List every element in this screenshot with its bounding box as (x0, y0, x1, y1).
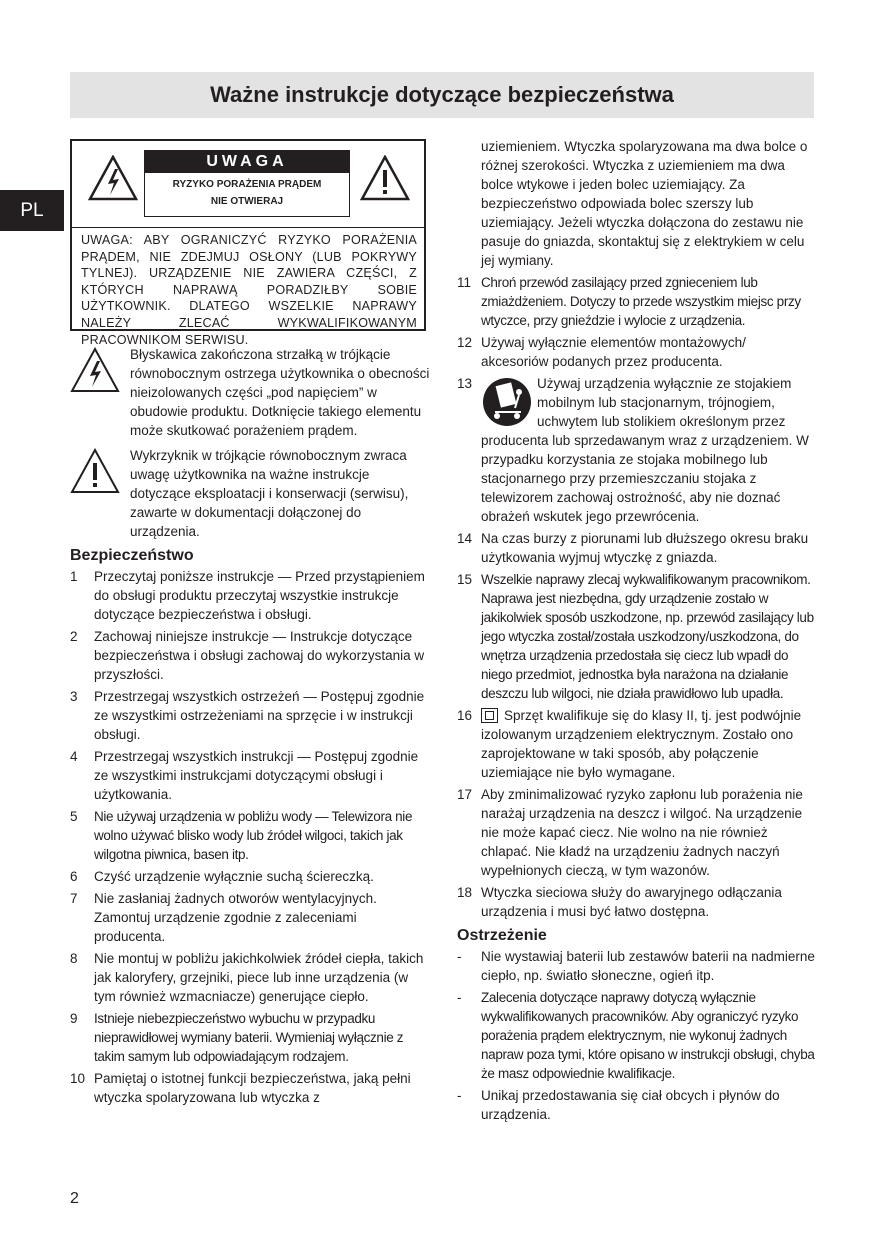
caution-subtext-line2: NIE OTWIERAJ (210, 196, 284, 207)
list-item-continued: uziemieniem. Wtyczka spolaryzowana ma dwa bolce o różnej szerokości. Wtyczka z uziemieniem ma dwa bolce wtykowe i jeden bolec uziemiający. Za bezpieczeństwo odpowiada bolec szerszy lub uziemiający. Jeżeli wtyczka dołączona do zestawu nie pasuje do gniazda, skontaktuj się z elektrykiem w celu jej wymiany. (481, 139, 808, 268)
list-item: 4 Przestrzegaj wszystkich instrukcji — Postępuj zgodnie ze wszystkimi instrukcjami dotyczącymi obsługi i użytkowania. (70, 749, 419, 802)
list-item: 16 Sprzęt kwalifikuje się do klasy II, tj. jest podwójnie izolowanym urządzeniem elektrycznym. Zostało ono zaprojektowane w taki sposób, aby połączenie uziemiające nie było wymagane. (457, 708, 802, 780)
list-item: 5 Nie używaj urządzenia w pobliżu wody — Telewizora nie wolno używać blisko wody lub źródeł wilgoci, takich jak wilgotna piwnica, basen itp. (70, 809, 413, 862)
cart-tipover-icon (481, 374, 533, 430)
warning-list (457, 947, 817, 1124)
class-ii-icon (481, 708, 498, 723)
lightning-triangle-icon (70, 347, 120, 393)
caution-divider (72, 227, 424, 228)
list-item: 12 Używaj wyłącznie elementów montażowych/ akcesoriów podanych przez producenta. (457, 335, 746, 369)
title-bar (70, 72, 814, 118)
safety-heading: Bezpieczeństwo (70, 547, 194, 564)
language-tab: PL (0, 190, 64, 231)
lightning-triangle-icon (88, 155, 138, 201)
list-item: 17 Aby zminimalizować ryzyko zapłonu lub porażenia nie narażaj urządzenia na deszcz i wilgoć. Na urządzenie nie może kapać ciecz. Nie wolno na nie również chlapać. Nie kładź na urządzeniu żadnych naczyń wypełnionych cieczą, w tym wazonów. (457, 787, 803, 878)
safety-list (70, 567, 430, 1107)
list-item: 2 Zachowaj niniejsze instrukcje — Instrukcje dotyczące bezpieczeństwa i obsługi zachowaj do wykorzystania w przyszłości. (70, 629, 425, 682)
warning-heading: Ostrzeżenie (457, 927, 547, 944)
lightning-explanation (70, 345, 430, 440)
right-column (457, 137, 817, 1127)
list-item: 8 Nie montuj w pobliżu jakichkolwiek źródeł ciepła, takich jak kaloryfery, grzejniki, piece lub inne urządzenia (w tym również wzmacniacze) generujące ciepło. (70, 951, 424, 1004)
left-column (70, 139, 430, 1110)
exclamation-explanation (70, 446, 430, 541)
list-item: - Nie wystawiaj baterii lub zestawów baterii na nadmierne ciepło, np. światło słoneczne, ogień itp. (457, 949, 815, 983)
list-item: 3 Przestrzegaj wszystkich ostrzeżeń — Postępuj zgodnie ze wszystkimi ostrzeżeniami na sprzęcie i w instrukcji obsługi. (70, 689, 425, 742)
exclamation-explanation-text: Wykrzyknik w trójkącie równobocznym zwraca uwagę użytkownika na ważne instrukcje dotyczące eksploatacji i konserwacji (serwisu), zawarte w dokumentacji dołączonej do urządzenia. (130, 448, 409, 539)
list-item: - Unikaj przedostawania się ciał obcych i płynów do urządzenia. (457, 1088, 780, 1122)
list-item: 18 Wtyczka sieciowa służy do awaryjnego odłączania urządzenia i musi być łatwo dostępna. (457, 885, 782, 919)
page-number: 2 (70, 1190, 79, 1207)
list-item: 10 Pamiętaj o istotnej funkcji bezpieczeństwa, jaką pełni wtyczka spolaryzowana lub wtyczka z (70, 1071, 411, 1105)
caution-text: UWAGA: ABY OGRANICZYĆ RYZYKO PORAŻENIA PRĄDEM, NIE ZDEJMUJ OSŁONY (LUB POKRYWY TYLNEJ). URZĄDZENIE NIE ZAWIERA CZĘŚCI, Z KTÓRYCH NAPRAWĄ PORADZIŁBY SOBIE UŻYTKOWNIK. DLATEGO WSZELKIE NAPRAWY NALEŻY ZLECAĆ WYKWALIFIKOWANYM PRACOWNIKOM SERWISU. (81, 233, 417, 347)
list-item: 11 Chroń przewód zasilający przed zgnieceniem lub zmiażdżeniem. Dotyczy to przede wszystkim miejsc przy wtyczce, przy gnieździe i wylocie z urządzenia. (457, 275, 801, 328)
page-title: Ważne instrukcje dotyczące bezpieczeństwa (210, 82, 674, 107)
caution-subtext (145, 173, 349, 210)
caution-label (144, 150, 350, 217)
list-item: 13 Używaj urządzenia wyłącznie ze stojakiem mobilnym lub stacjonarnym, trójnogiem, uchwytem lub stolikiem określonym przez producenta lub sprzedawanym wraz z urządzeniem. W przypadku korzystania ze stojaka mobilnego lub stacjonarnego przy przemieszczaniu stojaka z telewizorem zachowaj ostrożność, aby nie doznać obrażeń wskutek jego przewrócenia. (457, 376, 809, 524)
lightning-explanation-text: Błyskawica zakończona strzałką w trójkącie równobocznym ostrzega użytkownika o obecności nieizolowanych części „pod napięciem” w obudowie produktu. Dotknięcie takiego elementu może skutkować porażeniem prądem. (130, 347, 430, 438)
list-item: 9 Istnieje niebezpieczeństwo wybuchu w przypadku nieprawidłowej wymiany baterii. Wymieniaj wyłącznie z takim samym lub odpowiadającym rodzajem. (70, 1011, 404, 1064)
safety-list-continued (457, 273, 817, 921)
exclamation-triangle-icon (360, 155, 410, 201)
caution-subtext-line1: RYZYKO PORAŻENIA PRĄDEM (172, 179, 322, 190)
list-item: 14 Na czas burzy z piorunami lub dłuższego okresu braku użytkowania wyjmuj wtyczkę z gniazda. (457, 531, 809, 565)
list-item: 6 Czyść urządzenie wyłącznie suchą ściereczką. (70, 869, 374, 884)
list-item: 7 Nie zasłaniaj żadnych otworów wentylacyjnych. Zamontuj urządzenie zgodnie z zaleceniami producenta. (70, 891, 377, 944)
caution-heading: UWAGA (145, 151, 349, 173)
caution-box (70, 139, 426, 347)
list-item: 15 Wszelkie naprawy zlecaj wykwalifikowanym pracownikom. Naprawa jest niezbędna, gdy urządzenie zostało w jakikolwiek sposób uszkodzone, np. przewód zasilający lub jego wtyczka został/została uszkodzony/uszkodzona, do wnętrza urządzenia przedostała się ciecz lub wpadł do niego przedmiot, jednostka była narażona na działanie deszczu lub wilgoci, nie działa prawidłowo lub upadła. (457, 572, 814, 701)
list-item: - Zalecenia dotyczące naprawy dotyczą wyłącznie wykwalifikowanych pracowników. Aby ograniczyć ryzyko porażenia prądem elektrycznym, nie wykonuj żadnych napraw poza tymi, które opisano w instrukcji obsługi, chyba że masz odpowiednie kwalifikacje. (457, 990, 815, 1081)
list-item: 1 Przeczytaj poniższe instrukcje — Przed przystąpieniem do obsługi produktu przeczytaj wszystkie instrukcje dotyczące bezpieczeństwa i obsługi. (70, 569, 425, 622)
exclamation-triangle-icon (70, 448, 120, 494)
